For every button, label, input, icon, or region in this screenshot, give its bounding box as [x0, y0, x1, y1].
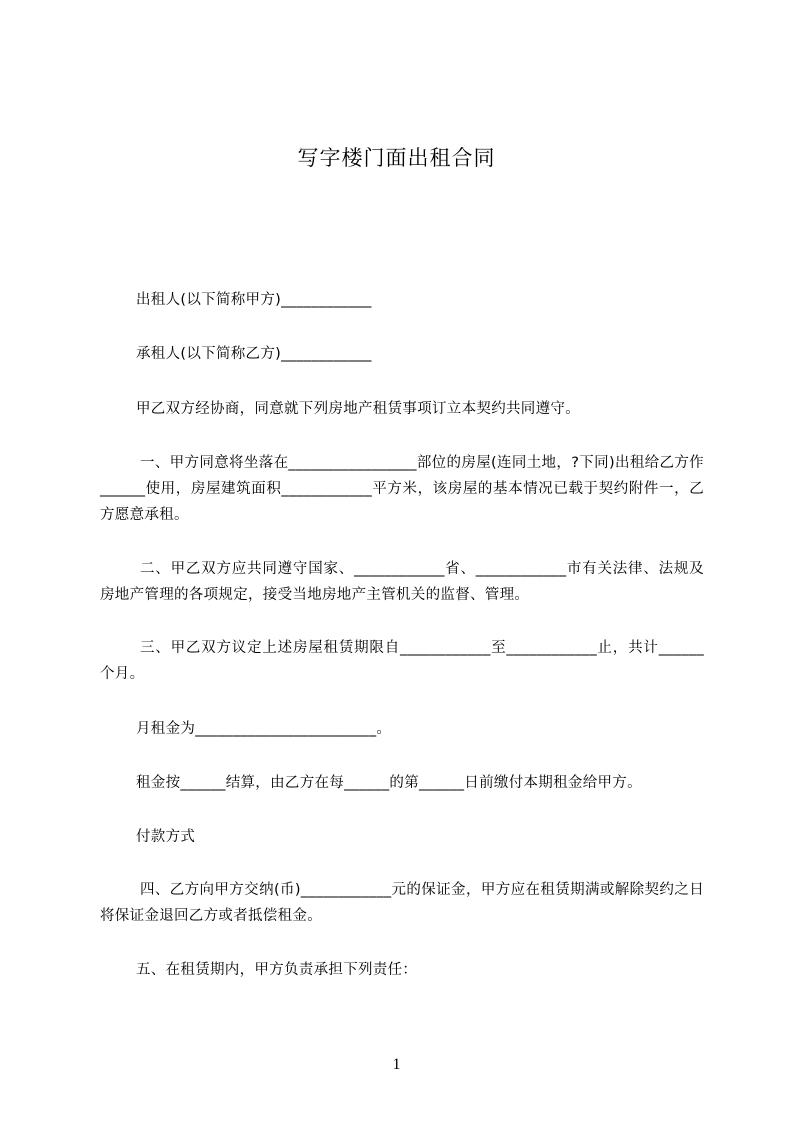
clause-1: 一、甲方同意将坐落在_________________部位的房屋(连同土地，?下同)出租给乙方作______使用，房屋建筑面积____________平方米，该房屋的基本情况已载于契约附件一，乙方愿意承租。: [100, 455, 704, 523]
lessee-line: 承租人(以下简称乙方)____________: [136, 346, 372, 362]
agreement-intro: 甲乙双方经协商，同意就下列房地产租赁事项订立本契约共同遵守。: [136, 401, 580, 417]
clause-4: 四、乙方向甲方交纳(币)____________元的保证金，甲方应在租赁期满或解除契约之日将保证金退回乙方或者抵偿租金。: [100, 882, 704, 924]
monthly-rent-line: 月租金为________________________。: [136, 721, 392, 737]
clause-3: 三、甲乙双方议定上述房屋租赁期限自____________至____________止，共计______个月。: [100, 640, 704, 682]
clause-2: 二、甲乙双方应共同遵守国家、____________省、____________市有关法律、法规及房地产管理的各项规定，接受当地房地产主管机关的监督、管理。: [100, 561, 704, 603]
rent-settlement-line: 租金按______结算，由乙方在每______的第______日前缴付本期租金给甲方。: [136, 775, 642, 791]
clause-5: 五、在租赁期内，甲方负责承担下列责任：: [136, 962, 418, 978]
lessor-line: 出租人(以下简称甲方)____________: [136, 292, 372, 308]
document-title: 写字楼门面出租合同: [297, 146, 496, 170]
page-number: 1: [392, 1056, 401, 1073]
payment-method-line: 付款方式: [136, 829, 196, 845]
